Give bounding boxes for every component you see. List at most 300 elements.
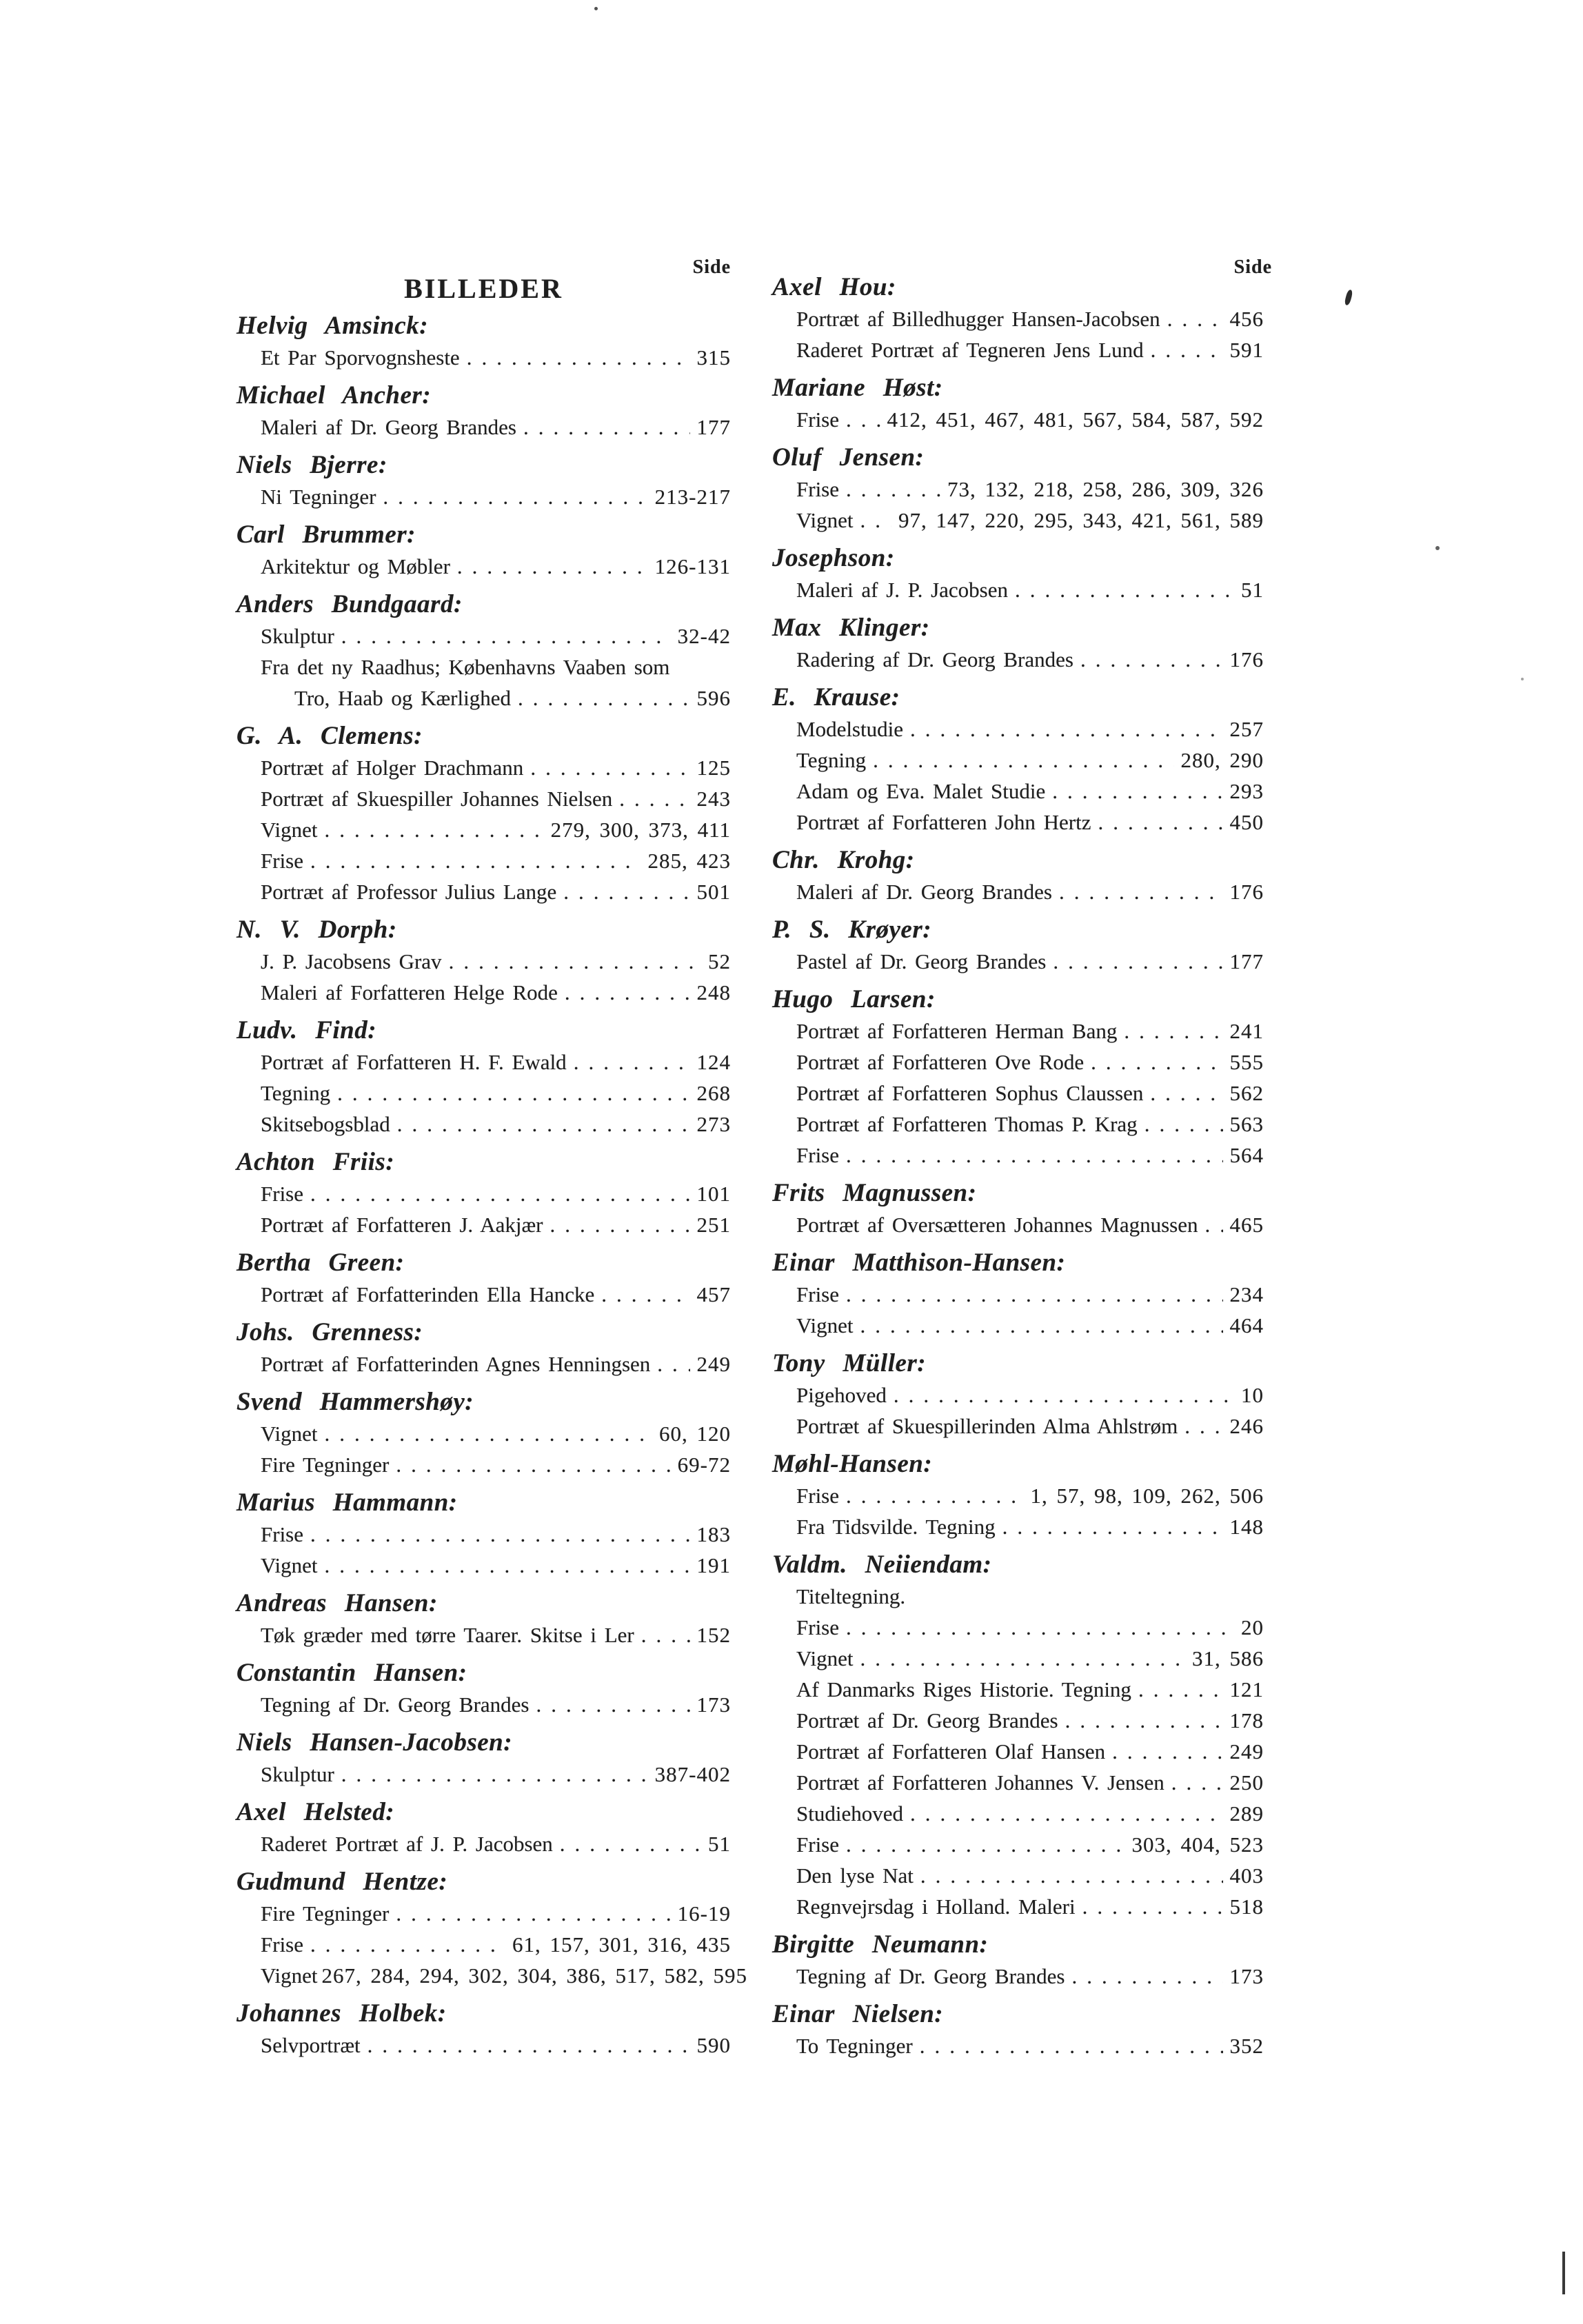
artist-section — [236, 1386, 731, 1480]
leader-dots — [560, 1828, 701, 1859]
artist-name: Johannes Holbek: — [236, 1999, 447, 2028]
entry-title: Et Par Sporvognsheste — [261, 345, 460, 370]
entry-title: Modelstudie — [796, 717, 903, 741]
entry-title: Tøk græder med tørre Taarer. Skitse i Ler — [261, 1623, 634, 1647]
artist-name: Valdm. Neiiendam: — [772, 1550, 992, 1579]
entry-page-numbers: 293 — [1229, 779, 1264, 803]
entry-page-numbers: 249 — [1229, 1739, 1264, 1764]
artist-name: Svend Hammershøy: — [236, 1388, 474, 1416]
index-entry — [772, 1767, 1264, 1798]
artist-name: G. A. Clemens: — [236, 722, 423, 750]
leader-dots — [641, 1619, 690, 1650]
entry-page-numbers: 246 — [1229, 1414, 1264, 1438]
index-entry — [772, 1310, 1264, 1341]
entry-page-numbers: 248 — [696, 980, 731, 1004]
entry-title: Vignet — [796, 508, 854, 532]
index-entry — [772, 1581, 1264, 1612]
entry-page-numbers: 257 — [1229, 717, 1264, 741]
artist-name: Achton Friis: — [236, 1148, 395, 1176]
entry-title: Tegning — [261, 1081, 331, 1105]
entry-title: Frise — [261, 1932, 303, 1957]
index-entry — [772, 1829, 1264, 1860]
index-entry — [236, 1279, 731, 1310]
entry-page-numbers: 97, 147, 220, 295, 343, 421, 561, 589 — [898, 508, 1264, 532]
scan-artifact-speck — [1521, 678, 1524, 680]
artist-section — [772, 914, 1264, 977]
entry-page-numbers: 176 — [1229, 880, 1264, 904]
entry-page-numbers: 590 — [696, 2033, 731, 2057]
entry-page-numbers: 20 — [1241, 1615, 1264, 1639]
artist-name: Tony Müller: — [772, 1349, 927, 1377]
index-entry — [772, 714, 1264, 745]
index-entry — [772, 1798, 1264, 1829]
index-entry — [236, 1109, 731, 1140]
entry-page-numbers: 16-19 — [677, 1901, 731, 1926]
leader-dots — [1065, 1705, 1223, 1736]
leader-dots — [1171, 1767, 1223, 1798]
leader-dots — [325, 1550, 690, 1581]
artist-section — [772, 1178, 1264, 1240]
entry-page-numbers: 249 — [696, 1352, 731, 1376]
entry-title: Portræt af Forfatteren J. Aakjær — [261, 1213, 543, 1237]
leader-dots — [367, 2030, 690, 2061]
entry-page-numbers: 555 — [1229, 1050, 1264, 1074]
entry-title: Fra Tidsvilde. Tegning — [796, 1515, 996, 1539]
entry-page-numbers: 152 — [696, 1623, 731, 1647]
artist-section — [236, 1247, 731, 1310]
leader-dots — [565, 977, 690, 1008]
artist-section — [236, 720, 731, 907]
entry-page-numbers: 69-72 — [677, 1453, 731, 1477]
leader-dots — [1002, 1511, 1223, 1542]
entry-title: Portræt af Forfatterinden Agnes Henningsen — [261, 1352, 651, 1376]
artist-section — [236, 1015, 731, 1140]
index-entry — [772, 1109, 1264, 1140]
artist-section — [772, 1247, 1264, 1341]
artist-name: N. V. Dorph: — [236, 916, 397, 944]
leader-dots — [310, 1929, 505, 1960]
index-entry — [772, 1411, 1264, 1442]
entry-title: Frise — [261, 1182, 303, 1206]
artist-name: Mariane Høst: — [772, 374, 943, 402]
entry-title: Tegning af Dr. Georg Brandes — [261, 1693, 530, 1717]
entry-page-numbers: 31, 586 — [1192, 1646, 1264, 1670]
entry-title: Frise — [261, 849, 303, 873]
index-entry — [236, 1898, 731, 1929]
leader-dots — [1052, 776, 1222, 807]
entry-page-numbers: 285, 423 — [647, 849, 731, 873]
entry-title: J. P. Jacobsens Grav — [261, 949, 442, 973]
index-entry — [236, 977, 731, 1008]
leader-dots — [657, 1348, 689, 1380]
entry-page-numbers: 563 — [1229, 1112, 1264, 1136]
leader-dots — [310, 1519, 690, 1550]
leader-dots — [310, 1178, 690, 1209]
leader-dots — [1071, 1961, 1222, 1992]
entry-title: Af Danmarks Riges Historie. Tegning — [796, 1677, 1131, 1701]
entry-page-numbers: 51 — [1241, 578, 1264, 602]
leader-dots — [601, 1279, 689, 1310]
entry-title: Fra det ny Raadhus; Københavns Vaaben som — [261, 655, 670, 679]
artist-name: E. Krause: — [772, 683, 900, 711]
index-entry — [236, 412, 731, 443]
entry-page-numbers: 243 — [696, 787, 731, 811]
index-entry — [236, 1178, 731, 1209]
index-entry — [772, 1047, 1264, 1078]
entry-page-numbers: 457 — [696, 1282, 731, 1306]
entry-page-numbers: 176 — [1229, 647, 1264, 671]
index-entry — [236, 551, 731, 582]
artist-name: Gudmund Hentze: — [236, 1868, 448, 1896]
entry-title: Vignet — [796, 1313, 854, 1337]
entry-page-numbers: 173 — [1229, 1964, 1264, 1988]
artist-section — [772, 682, 1264, 838]
artist-name: Møhl-Hansen: — [772, 1450, 933, 1478]
entry-page-numbers: 564 — [1229, 1143, 1264, 1167]
entry-page-numbers: 126-131 — [654, 554, 731, 578]
index-entry — [772, 946, 1264, 977]
index-entry — [236, 342, 731, 373]
artist-section — [772, 1549, 1264, 1922]
index-entry — [772, 1674, 1264, 1705]
index-entry — [236, 1960, 748, 1991]
artist-section — [236, 1487, 731, 1581]
artist-section — [236, 449, 731, 512]
entry-title: Vignet — [261, 1422, 318, 1446]
entry-page-numbers: 121 — [1229, 1677, 1264, 1701]
artist-section — [772, 272, 1264, 365]
entry-title: Portræt af Forfatteren H. F. Ewald — [261, 1050, 567, 1074]
entry-title: Tegning — [796, 748, 867, 772]
entry-title: Portræt af Skuespillerinden Alma Ahlstrøm — [796, 1414, 1178, 1438]
entry-title: Raderet Portræt af J. P. Jacobsen — [261, 1832, 553, 1856]
index-entry — [236, 752, 731, 783]
entry-title: Portræt af Skuespiller Johannes Nielsen — [261, 787, 613, 811]
leader-dots — [530, 752, 689, 783]
leader-dots — [846, 1140, 1223, 1171]
index-entry — [772, 807, 1264, 838]
entry-title: Arkitektur og Møbler — [261, 554, 450, 578]
entry-page-numbers: 183 — [696, 1522, 731, 1546]
leader-dots — [397, 1109, 690, 1140]
leader-dots — [920, 2030, 1223, 2061]
index-entry — [772, 1612, 1264, 1643]
entry-title: Pastel af Dr. Georg Brandes — [796, 949, 1047, 973]
leader-dots — [574, 1047, 690, 1078]
index-entry — [236, 1348, 731, 1380]
artist-name: P. S. Krøyer: — [772, 916, 932, 944]
entry-title: Maleri af J. P. Jacobsen — [796, 578, 1008, 602]
entry-title: Selvportræt — [261, 2033, 361, 2057]
artist-name: Frits Magnussen: — [772, 1179, 977, 1207]
leader-dots — [619, 783, 689, 814]
index-entry — [772, 1736, 1264, 1767]
leader-dots — [860, 1643, 1185, 1674]
leader-dots — [523, 412, 690, 443]
entry-page-numbers: 213-217 — [654, 485, 731, 509]
index-entry — [236, 1078, 731, 1109]
entry-title: Maleri af Dr. Georg Brandes — [796, 880, 1052, 904]
artist-name: Chr. Krohg: — [772, 846, 915, 874]
entry-page-numbers: 241 — [1229, 1019, 1264, 1043]
index-entry — [772, 644, 1264, 675]
entry-page-numbers: 73, 132, 218, 258, 286, 309, 326 — [947, 477, 1264, 501]
entry-page-numbers: 279, 300, 373, 411 — [550, 818, 731, 842]
entry-title: Portræt af Forfatteren Herman Bang — [796, 1019, 1118, 1043]
artist-section — [772, 1448, 1264, 1542]
artist-section — [772, 1999, 1264, 2061]
index-entry — [772, 1078, 1264, 1109]
leader-dots — [549, 1209, 689, 1240]
entry-title: Den lyse Nat — [796, 1863, 914, 1888]
index-entry — [236, 876, 731, 907]
entry-page-numbers: 234 — [1229, 1282, 1264, 1306]
entry-title: Studiehoved — [796, 1801, 903, 1826]
artist-section — [772, 543, 1264, 605]
index-entry — [772, 2030, 1264, 2061]
index-entry — [236, 1418, 731, 1449]
leader-dots — [846, 404, 880, 435]
leader-dots — [1015, 574, 1234, 605]
index-entry — [236, 651, 731, 683]
leader-dots — [1150, 1078, 1222, 1109]
artist-section — [236, 519, 731, 582]
entry-page-numbers: 501 — [696, 880, 731, 904]
entry-title: Frise — [796, 407, 839, 432]
entry-title: Frise — [796, 1484, 839, 1508]
artist-section — [236, 380, 731, 443]
entry-page-numbers: 251 — [696, 1213, 731, 1237]
entry-page-numbers: 191 — [696, 1553, 731, 1577]
leader-dots — [1059, 876, 1223, 907]
entry-title: Adam og Eva. Malet Studie — [796, 779, 1046, 803]
entry-title: Skulptur — [261, 1762, 334, 1786]
entry-title: Skitsebogsblad — [261, 1112, 390, 1136]
entry-page-numbers: 32-42 — [677, 624, 731, 648]
artist-section — [236, 1588, 731, 1650]
entry-title: Portræt af Dr. Georg Brandes — [796, 1708, 1058, 1732]
entry-title: Frise — [796, 1832, 839, 1857]
index-entry — [772, 474, 1264, 505]
artist-section — [236, 589, 731, 714]
entry-title: Ni Tegninger — [261, 485, 376, 509]
leader-dots — [1184, 1411, 1222, 1442]
entry-page-numbers: 273 — [696, 1112, 731, 1136]
index-entry — [236, 946, 731, 977]
entry-page-numbers: 51 — [708, 1832, 731, 1856]
leader-dots — [873, 745, 1173, 776]
entry-page-numbers: 250 — [1229, 1770, 1264, 1795]
index-entry — [236, 481, 731, 512]
entry-title: Portræt af Forfatterinden Ella Hancke — [261, 1282, 595, 1306]
entry-title: Frise — [796, 1615, 839, 1639]
index-entry — [236, 1550, 731, 1581]
artist-section — [772, 984, 1264, 1171]
leader-dots — [1082, 1891, 1223, 1922]
leader-dots — [860, 1310, 1223, 1341]
artist-name: Niels Bjerre: — [236, 451, 387, 479]
entry-title: To Tegninger — [796, 2034, 913, 2058]
entry-title: Vignet — [261, 818, 318, 842]
artist-name: Bertha Green: — [236, 1249, 405, 1277]
leader-dots — [325, 1418, 652, 1449]
entry-page-numbers: 268 — [696, 1081, 731, 1105]
artist-section — [236, 1146, 731, 1240]
leader-dots — [860, 505, 891, 536]
leader-dots — [1080, 644, 1223, 675]
artist-name: Axel Helsted: — [236, 1798, 395, 1826]
index-entry — [772, 334, 1264, 365]
leader-dots — [1091, 1047, 1222, 1078]
leader-dots — [1167, 303, 1223, 334]
sections-right — [772, 272, 1264, 2061]
leader-dots — [449, 946, 701, 977]
leader-dots — [846, 1829, 1125, 1860]
entry-title: Frise — [796, 1282, 839, 1306]
artist-section — [772, 1348, 1264, 1442]
entry-title: Tegning af Dr. Georg Brandes — [796, 1964, 1065, 1988]
index-entry — [772, 745, 1264, 776]
artist-section — [236, 1998, 731, 2061]
leader-dots — [1138, 1674, 1223, 1705]
entry-title: Portræt af Oversætteren Johannes Magnussen — [796, 1213, 1198, 1237]
leader-dots — [467, 342, 690, 373]
index-entry — [772, 1016, 1264, 1047]
leader-dots — [894, 1380, 1234, 1411]
artist-name: Michael Ancher: — [236, 381, 432, 410]
index-entry — [772, 1279, 1264, 1310]
leader-dots — [563, 876, 689, 907]
entry-title: Portræt af Forfatteren Thomas P. Krag — [796, 1112, 1138, 1136]
page-title: BILLEDER — [404, 273, 563, 304]
leader-dots — [1145, 1109, 1223, 1140]
entry-title: Vignet — [796, 1646, 854, 1670]
index-entry — [772, 404, 1264, 435]
artist-name: Constantin Hansen: — [236, 1659, 467, 1687]
entry-page-numbers: 465 — [1229, 1213, 1264, 1237]
leader-dots — [396, 1898, 670, 1929]
artist-name: Hugo Larsen: — [772, 985, 936, 1013]
entry-page-numbers: 456 — [1229, 307, 1264, 331]
index-entry — [236, 783, 731, 814]
artist-name: Johs. Grenness: — [236, 1318, 423, 1346]
index-entry — [772, 876, 1264, 907]
entry-page-numbers: 178 — [1229, 1708, 1264, 1732]
index-entry — [772, 1140, 1264, 1171]
artist-name: Marius Hammann: — [236, 1488, 458, 1517]
index-entry — [772, 1480, 1264, 1511]
entry-title: Vignet — [261, 1553, 318, 1577]
entry-title: Pigehoved — [796, 1383, 887, 1407]
entry-page-numbers: 10 — [1241, 1383, 1264, 1407]
artist-name: Helvig Amsinck: — [236, 312, 429, 340]
entry-page-numbers: 124 — [696, 1050, 731, 1074]
index-entry — [236, 1047, 731, 1078]
index-entry — [236, 1828, 731, 1859]
entry-title: Radering af Dr. Georg Brandes — [796, 647, 1073, 671]
artist-section — [772, 1929, 1264, 1992]
entry-title: Tro, Haab og Kærlighed — [294, 686, 511, 710]
entry-title: Portræt af Forfatteren Sophus Claussen — [796, 1081, 1144, 1105]
entry-page-numbers: 52 — [708, 949, 731, 973]
index-entry — [772, 776, 1264, 807]
index-entry — [772, 1705, 1264, 1736]
index-entry — [236, 1929, 731, 1960]
artist-name: Andreas Hansen: — [236, 1589, 438, 1617]
leader-dots — [536, 1689, 689, 1720]
entry-page-numbers: 315 — [696, 345, 731, 370]
entry-page-numbers: 1, 57, 98, 109, 262, 506 — [1030, 1484, 1264, 1508]
artist-name: Josephson: — [772, 544, 895, 572]
leader-dots — [518, 683, 690, 714]
entry-page-numbers: 387-402 — [654, 1762, 731, 1786]
entry-title: Frise — [796, 1143, 839, 1167]
index-entry — [772, 303, 1264, 334]
entry-title: Maleri af Forfatteren Helge Rode — [261, 980, 558, 1004]
index-entry — [772, 1511, 1264, 1542]
entry-page-numbers: 591 — [1229, 338, 1264, 362]
index-entry — [236, 1619, 731, 1650]
artist-section — [236, 310, 731, 373]
index-entry — [772, 505, 1264, 536]
artist-section — [772, 372, 1264, 435]
sections-left — [236, 310, 748, 2061]
index-entry — [236, 814, 731, 845]
leader-dots — [910, 714, 1223, 745]
index-entry — [236, 2030, 731, 2061]
artist-section — [772, 612, 1264, 675]
scan-artifact-dot-top — [594, 7, 598, 10]
entry-page-numbers: 267, 284, 294, 302, 304, 386, 517, 582, 595 — [321, 1963, 748, 1988]
leader-dots — [457, 551, 648, 582]
artist-section — [236, 1866, 748, 1991]
side-column-label-left: Side — [692, 256, 731, 278]
entry-page-numbers: 289 — [1229, 1801, 1264, 1826]
entry-title: Portræt af Forfatteren Olaf Hansen — [796, 1739, 1106, 1764]
entry-page-numbers: 412, 451, 467, 481, 567, 584, 587, 592 — [887, 407, 1264, 432]
index-entry — [236, 1209, 731, 1240]
artist-name: Einar Matthison-Hansen: — [772, 1249, 1066, 1277]
entry-page-numbers: 101 — [696, 1182, 731, 1206]
leader-dots — [1124, 1016, 1222, 1047]
index-entry — [236, 620, 731, 651]
entry-page-numbers: 303, 404, 523 — [1131, 1832, 1264, 1857]
artist-section — [236, 1727, 731, 1790]
leader-dots — [1151, 334, 1223, 365]
artist-name: Axel Hou: — [772, 273, 896, 301]
artist-name: Carl Brummer: — [236, 521, 416, 549]
index-entry — [236, 1759, 731, 1790]
entry-title: Portræt af Billedhugger Hansen-Jacobsen — [796, 307, 1160, 331]
artist-name: Birgitte Neumann: — [772, 1930, 989, 1959]
leader-dots — [846, 1612, 1234, 1643]
side-column-label-right: Side — [1233, 256, 1272, 278]
artist-section — [236, 1657, 731, 1720]
artist-name: Max Klinger: — [772, 614, 930, 642]
scan-artifact-vertical-line — [1562, 2252, 1565, 2294]
index-entry — [236, 845, 731, 876]
leader-dots — [1098, 807, 1223, 838]
leader-dots — [920, 1860, 1223, 1891]
entry-title: Frise — [796, 477, 839, 501]
entry-page-numbers: 148 — [1229, 1515, 1264, 1539]
scan-artifact-dot-right — [1435, 546, 1440, 550]
artist-name: Niels Hansen-Jacobsen: — [236, 1728, 513, 1757]
leader-dots — [910, 1798, 1223, 1829]
artist-name: Ludv. Find: — [236, 1016, 377, 1044]
index-entry — [236, 683, 731, 714]
index-entry — [772, 1209, 1264, 1240]
